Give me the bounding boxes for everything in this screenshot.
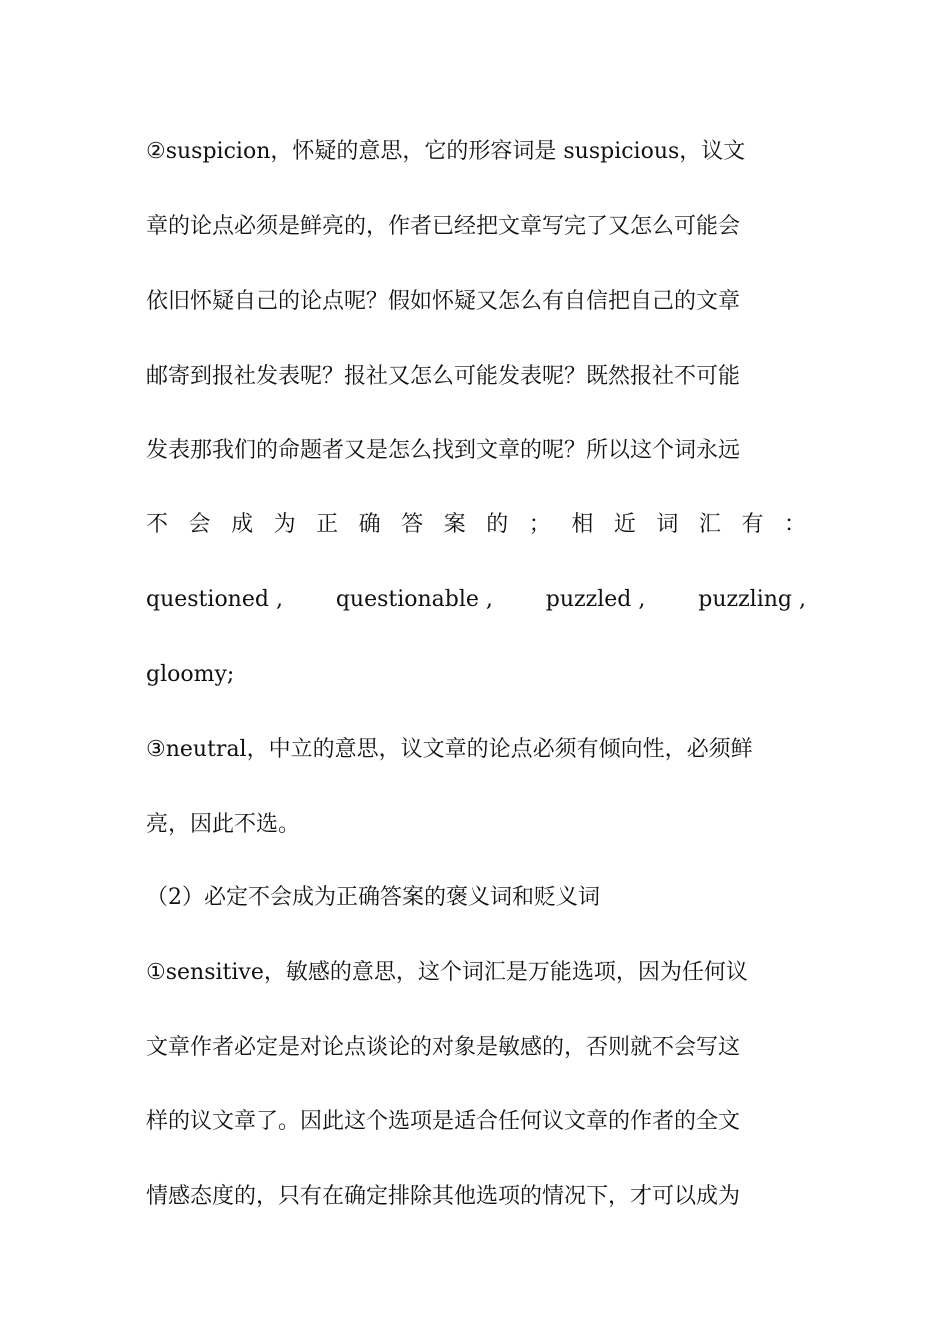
char: 成 <box>231 512 254 537</box>
word-puzzling: puzzling , <box>698 587 806 612</box>
text-line-3: 依旧怀疑自己的论点呢？假如怀疑又怎么有自信把自己的文章 <box>146 289 741 314</box>
char: 案 <box>443 512 466 537</box>
word-list-line <box>146 585 806 615</box>
char: ； <box>528 512 551 537</box>
text-line-14: 样的议文章了。因此这个选项是适合任何议文章的作者的全文 <box>146 1109 741 1134</box>
char: 相 <box>571 512 594 537</box>
text-line-6-justified <box>146 510 806 540</box>
text-line-4: 邮寄到报社发表呢？报社又怎么可能发表呢？既然报社不可能 <box>146 364 741 389</box>
text-line-13: 文章作者必定是对论点谈论的对象是敏感的，否则就不会写这 <box>146 1035 741 1060</box>
text-line-gloomy: gloomy; <box>146 662 235 687</box>
char: 为 <box>273 512 296 537</box>
char: 有 <box>741 512 764 537</box>
text-line-2: 章的论点必须是鲜亮的，作者已经把文章写完了又怎么可能会 <box>146 214 741 239</box>
char: ： <box>783 512 806 537</box>
char: 确 <box>358 512 381 537</box>
word-puzzled: puzzled , <box>545 587 646 612</box>
char: 正 <box>316 512 339 537</box>
word-questionable: questionable , <box>335 587 493 612</box>
char: 的 <box>486 512 509 537</box>
char: 会 <box>188 512 211 537</box>
char: 近 <box>613 512 636 537</box>
text-line-1: ②suspicion，怀疑的意思，它的形容词是 suspicious，议文 <box>146 139 746 164</box>
text-line-5: 发表那我们的命题者又是怎么找到文章的呢？所以这个词永远 <box>146 438 741 463</box>
section-heading: （2）必定不会成为正确答案的褒义词和贬义词 <box>146 885 600 910</box>
text-line-10: 亮，因此不选。 <box>146 812 301 837</box>
char: 不 <box>146 512 169 537</box>
char: 汇 <box>698 512 721 537</box>
text-line-neutral: ③neutral，中立的意思，议文章的论点必须有倾向性，必须鲜 <box>146 737 753 762</box>
text-line-15: 情感态度的，只有在确定排除其他选项的情况下，才可以成为 <box>146 1184 741 1209</box>
word-questioned: questioned , <box>146 587 283 612</box>
char: 答 <box>401 512 424 537</box>
char: 词 <box>656 512 679 537</box>
text-line-sensitive: ①sensitive，敏感的意思，这个词汇是万能选项，因为任何议 <box>146 960 748 985</box>
